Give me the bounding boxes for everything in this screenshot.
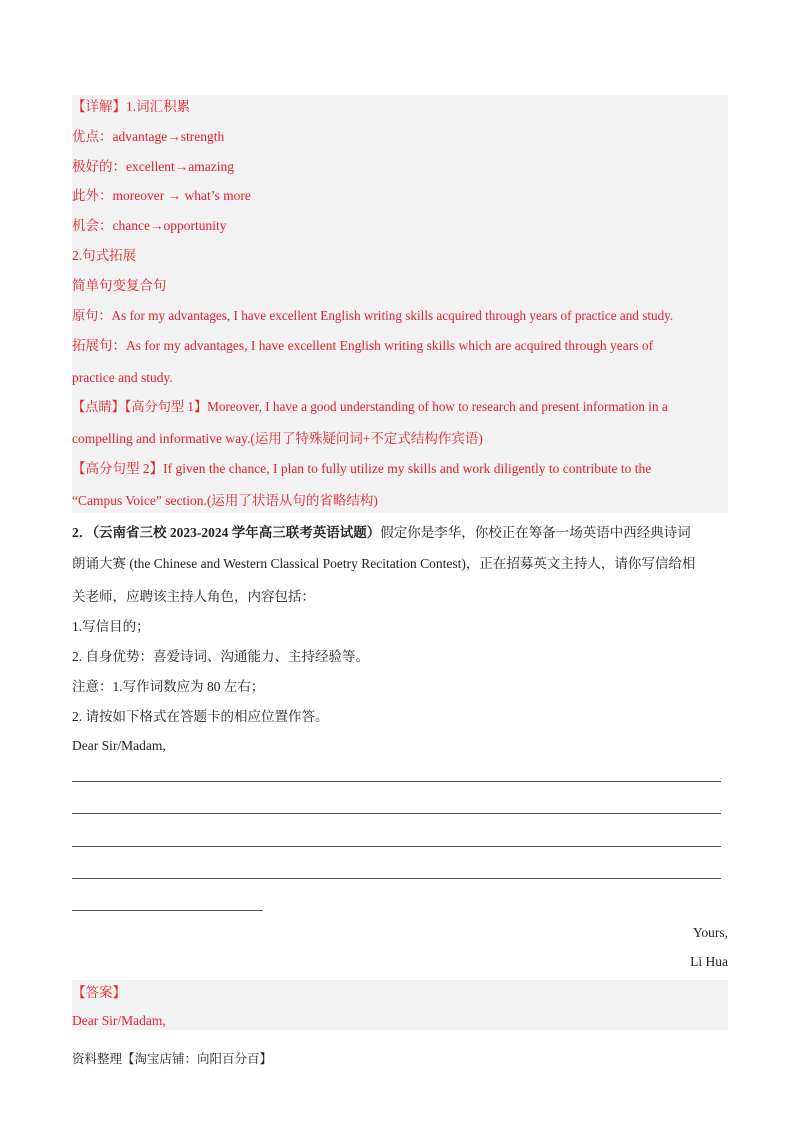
explanation-line-10: practice and study. (72, 370, 173, 385)
explanation-line-7: 简单句变复合句 (72, 278, 167, 293)
explanation-line-1: 【详解】1.词汇积累 (72, 99, 191, 114)
explanation-line-6: 2.句式拓展 (72, 248, 137, 263)
footer-text: 资料整理【淘宝店铺：向阳百分百】 (72, 1052, 273, 1066)
question-line-4: 1.写信目的； (72, 619, 150, 634)
answer-label: 【答案】 (72, 985, 126, 1000)
explanation-line-3: 极好的：excellent→amazing (72, 159, 234, 174)
writing-line-4[interactable] (72, 878, 721, 879)
letter-greeting: Dear Sir/Madam, (72, 738, 166, 753)
letter-signature: Li Hua (690, 954, 728, 969)
question-line-6: 注意：1.写作词数应为 80 左右； (72, 679, 265, 694)
writing-line-2[interactable] (72, 813, 721, 814)
answer-greeting: Dear Sir/Madam, (72, 1013, 166, 1028)
explanation-line-13: 【高分句型 2】If given the chance, I plan to fully utilize my skills and work diligently to contribute to the (72, 461, 652, 476)
question-source: （云南省三校 2023-2024 学年高三联考英语试题） (92, 525, 381, 540)
explanation-line-9: 拓展句：As for my advantages, I have excellent English writing skills which are acquired through years of (72, 338, 654, 353)
letter-closing: Yours, (692, 925, 728, 940)
explanation-line-4: 此外：moreover → what’s more (72, 188, 251, 203)
question-line-5: 2. 自身优势：喜爱诗词、沟通能力、主持经验等。 (72, 649, 369, 664)
writing-line-5[interactable] (72, 910, 263, 911)
question-line-2: 朗诵大赛 (the Chinese and Western Classical Poetry Recitation Contest)，正在招募英文主持人，请你写信给相 (72, 556, 696, 571)
question-line-3: 关老师，应聘该主持人角色，内容包括： (72, 589, 315, 604)
explanation-line-12: compelling and informative way.(运用了特殊疑问词+不定式结构作宾语) (72, 431, 483, 446)
writing-line-3[interactable] (72, 846, 721, 847)
explanation-line-11: 【点睛】【高分句型 1】Moreover, I have a good understanding of how to research and present information in a (72, 399, 668, 414)
question-prompt-start: 假定你是李华，你校正在筹备一场英语中西经典诗词 (380, 525, 691, 540)
explanation-line-8: 原句：As for my advantages, I have excellent English writing skills acquired through years of practice and study. (72, 308, 674, 323)
question-line-1 (72, 523, 691, 543)
answer-panel (72, 980, 728, 1030)
explanation-line-5: 机会：chance→opportunity (72, 218, 227, 233)
question-number: 2． (72, 525, 93, 540)
writing-line-1[interactable] (72, 781, 721, 782)
explanation-line-14: “Campus Voice” section.(运用了状语从句的省略结构) (72, 493, 378, 508)
explanation-line-2: 优点：advantage→strength (72, 129, 225, 144)
question-line-7: 2. 请按如下格式在答题卡的相应位置作答。 (72, 709, 329, 724)
